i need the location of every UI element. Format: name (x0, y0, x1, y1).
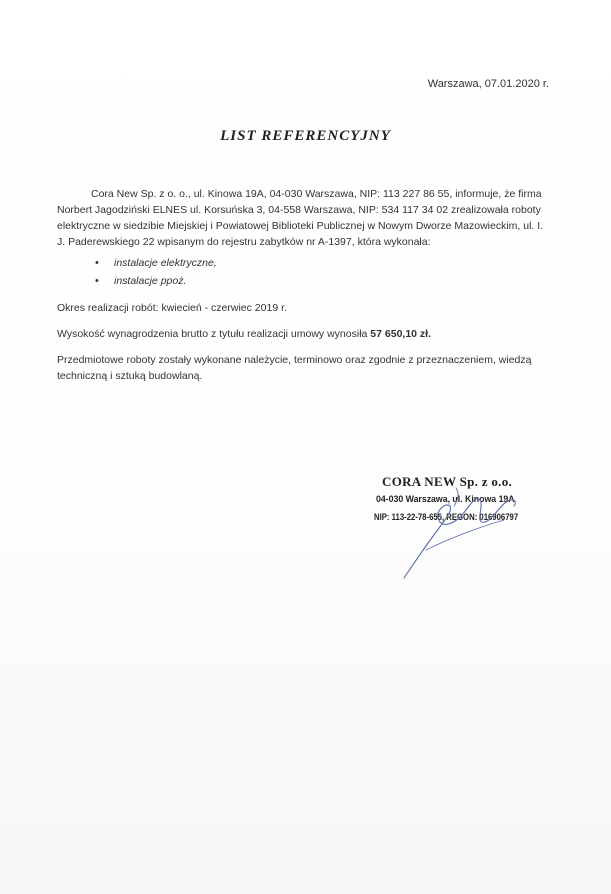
letter-title: LIST REFERENCYJNY (220, 128, 391, 144)
scope-item: • instalacje ppoż. (57, 272, 545, 290)
letter-body (57, 186, 545, 384)
remuneration-label: Wysokość wynagrodzenia brutto z tytułu realizacji umowy wynosiła (57, 328, 368, 340)
stamp-company-name: CORA NEW Sp. z o.o. (382, 474, 513, 489)
stamp-address: 04-030 Warszawa, ul. Kinowa 19A (376, 494, 515, 505)
intro-paragraph: Cora New Sp. z o. o., ul. Kinowa 19A, 04-030 Warszawa, NIP: 113 227 86 55, informuje, że firma Norbert Jagodziński ELNES ul. Korsuńska 3, 04-558 Warszawa, NIP: 534 117 34 02 zrealizowała roboty elektryczne w siedzibie Miejskiej i Powiatowej Biblioteki Publicznej w Nowym Dworze Mazowieckim, ul. I. J. Paderewskiego 22 wpisanym do rejestru zabytków nr A-1397, która wykonała: (57, 188, 544, 248)
stamp-tax-ids: NIP: 113-22-78-655, REGON: 016906797 (374, 512, 519, 522)
remuneration-paragraph (57, 326, 545, 342)
scope-list (57, 254, 545, 290)
scope-item: • instalacje elektryczne, (57, 254, 545, 272)
remuneration-amount: 57 650,10 zł. (370, 328, 432, 340)
period-paragraph: Okres realizacji robót: kwiecień - czerwiec 2019 r. (57, 302, 287, 314)
letter-date: Warszawa, 07.01.2020 r. (427, 78, 549, 90)
handwritten-signature (386, 480, 536, 590)
closing-paragraph: Przedmiotowe roboty zostały wykonane należycie, terminowo oraz zgodnie z przeznaczeniem, wiedzą techniczną i sztuką budowlaną. (57, 354, 532, 382)
